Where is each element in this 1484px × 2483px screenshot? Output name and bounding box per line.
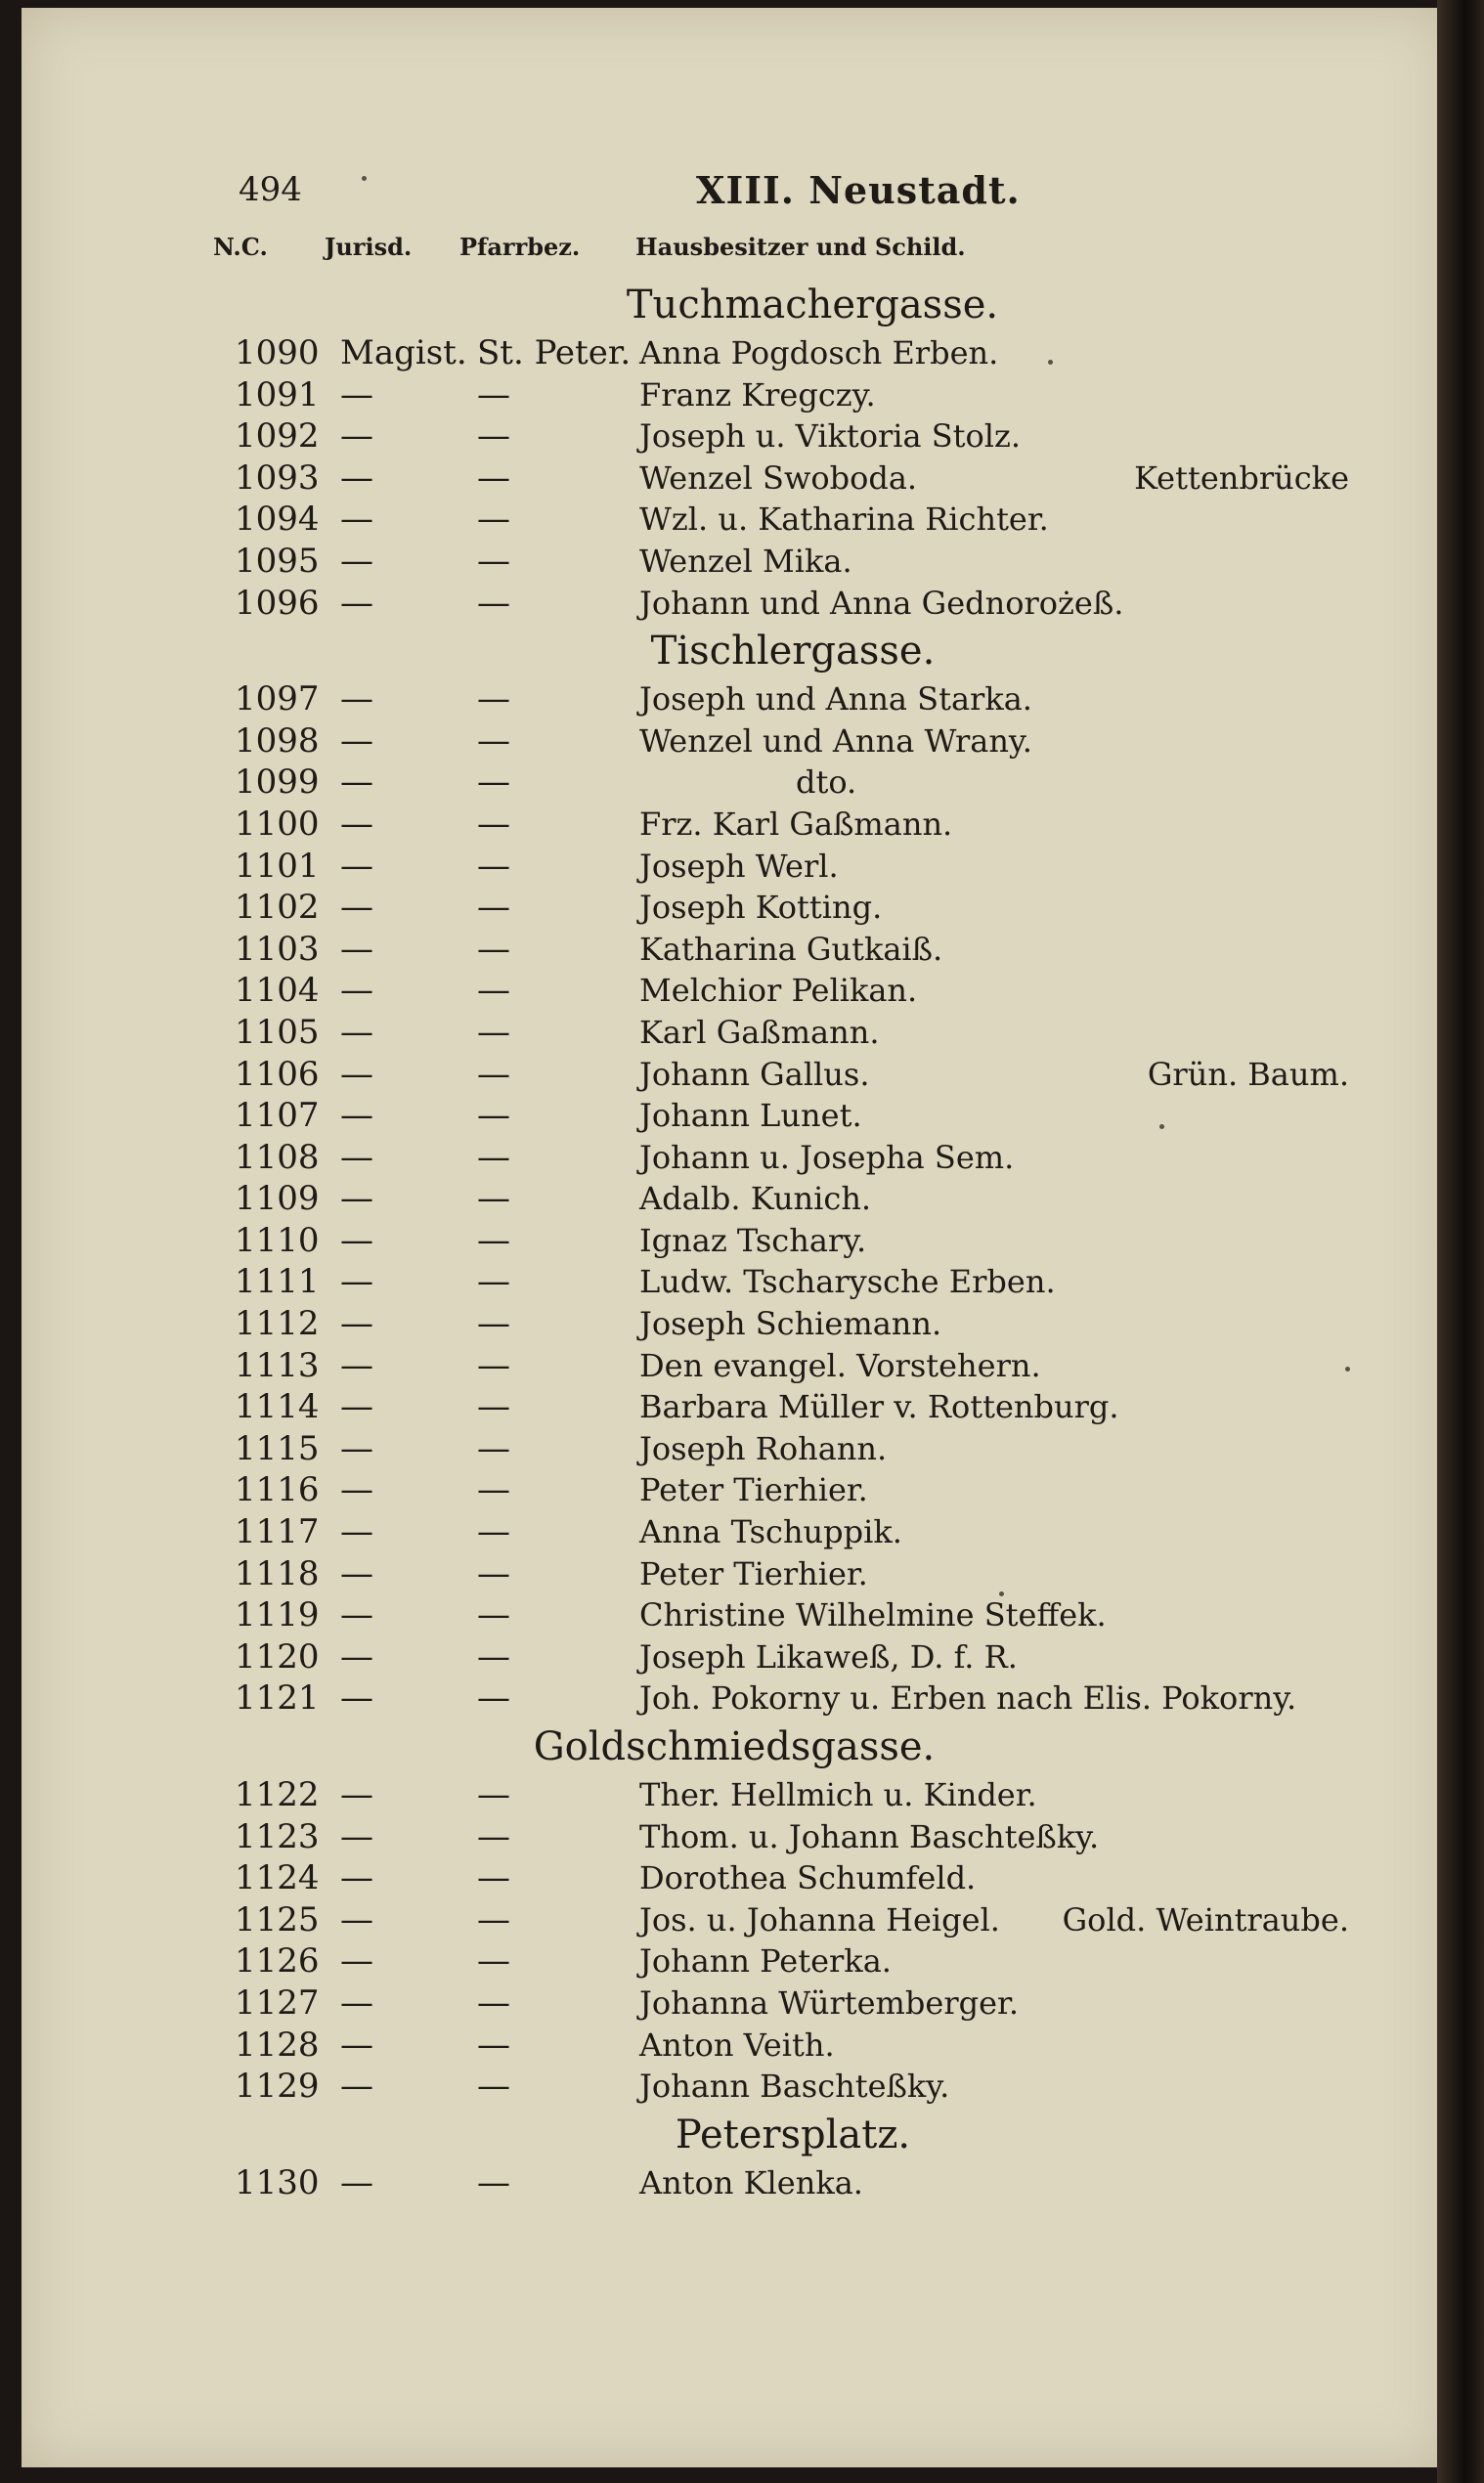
parish-cell: — bbox=[477, 457, 510, 498]
jurisdiction-cell: — bbox=[340, 1775, 373, 1814]
house-number: 1091 bbox=[235, 374, 320, 414]
parish-cell: — bbox=[477, 971, 510, 1011]
table-row bbox=[22, 678, 1447, 720]
table-row bbox=[22, 2066, 1447, 2108]
owner-cell: Peter Tierhier. bbox=[639, 1471, 868, 1509]
parish-cell: — bbox=[477, 2162, 510, 2202]
house-number: 1098 bbox=[235, 720, 320, 761]
owner-cell: Anton Veith. bbox=[639, 2026, 835, 2064]
parish-cell: — bbox=[477, 2025, 510, 2065]
street-name: Tuchmachergasse. bbox=[626, 283, 999, 327]
house-number: 1130 bbox=[235, 2162, 320, 2202]
owner-cell: Joseph Kotting. bbox=[639, 889, 883, 927]
owner-cell: Melchior Pelikan. bbox=[639, 972, 918, 1010]
street-heading bbox=[22, 1720, 1447, 1774]
page-header bbox=[22, 162, 1447, 211]
jurisdiction-cell: — bbox=[340, 2025, 373, 2065]
parish-cell: — bbox=[477, 1858, 510, 1898]
owner-cell: Christine Wilhelmine Steffek. bbox=[639, 1596, 1107, 1634]
table-row bbox=[22, 541, 1447, 583]
parish-cell: — bbox=[477, 541, 510, 581]
jurisdiction-cell: — bbox=[340, 1982, 373, 2023]
table-row bbox=[22, 2025, 1447, 2067]
house-number: 1119 bbox=[235, 1595, 320, 1635]
parish-cell: — bbox=[477, 1137, 510, 1177]
jurisdiction-cell: — bbox=[340, 1636, 373, 1677]
house-number: 1095 bbox=[235, 541, 320, 581]
jurisdiction-cell: — bbox=[340, 1137, 373, 1177]
house-number: 1126 bbox=[235, 1941, 320, 1982]
owner-cell: Joseph u. Viktoria Stolz. bbox=[639, 417, 1022, 456]
jurisdiction-cell: — bbox=[340, 679, 373, 719]
parish-cell: — bbox=[477, 1304, 510, 1344]
jurisdiction-cell: — bbox=[340, 846, 373, 886]
parish-cell: — bbox=[477, 1595, 510, 1635]
owner-cell: Den evangel. Vorstehern. bbox=[639, 1346, 1041, 1384]
owner-cell: Johann Baschteßky. bbox=[639, 2068, 950, 2106]
owner-cell: Anna Tschuppik. bbox=[639, 1513, 902, 1551]
parish-cell: — bbox=[477, 1941, 510, 1982]
house-number: 1125 bbox=[235, 1899, 320, 1939]
house-number: 1122 bbox=[235, 1775, 320, 1814]
jurisdiction-cell: — bbox=[340, 888, 373, 928]
table-row bbox=[22, 1178, 1447, 1220]
parish-cell: — bbox=[477, 720, 510, 761]
parish-cell: — bbox=[477, 1096, 510, 1136]
parish-cell: — bbox=[477, 929, 510, 969]
jurisdiction-cell: — bbox=[340, 720, 373, 761]
owner-cell: Joseph Likaweß, D. f. R. bbox=[639, 1637, 1018, 1676]
house-number: 1100 bbox=[235, 804, 320, 844]
jurisdiction-cell: — bbox=[340, 1054, 373, 1094]
house-number: 1127 bbox=[235, 1982, 320, 2023]
jurisdiction-cell: — bbox=[340, 541, 373, 581]
owner-cell: Peter Tierhier. bbox=[639, 1554, 868, 1592]
owner-cell: Johann Peterka. bbox=[639, 1942, 892, 1981]
register-table bbox=[22, 278, 1447, 2203]
street-heading bbox=[22, 278, 1447, 332]
table-row bbox=[22, 1511, 1447, 1553]
house-number: 1108 bbox=[235, 1137, 320, 1177]
jurisdiction-cell: — bbox=[340, 1512, 373, 1552]
street-name: Tischlergasse. bbox=[650, 629, 936, 675]
owner-cell: Karl Gaßmann. bbox=[639, 1013, 880, 1051]
table-row bbox=[22, 374, 1447, 416]
jurisdiction-cell: — bbox=[340, 1096, 373, 1136]
owner-cell: Barbara Müller v. Rottenburg. bbox=[639, 1388, 1119, 1426]
owner-cell: Thom. u. Johann Baschteßky. bbox=[639, 1817, 1100, 1855]
column-headers bbox=[22, 233, 1447, 268]
table-row bbox=[22, 1095, 1447, 1137]
jurisdiction-cell: — bbox=[340, 1304, 373, 1344]
parish-cell: — bbox=[477, 500, 510, 540]
house-sign: Grün. Baum. bbox=[1147, 1055, 1349, 1093]
jurisdiction-cell: — bbox=[340, 1816, 373, 1856]
owner-cell: Joseph Werl. bbox=[639, 847, 839, 885]
table-row bbox=[22, 1428, 1447, 1470]
owner-cell: Anna Pogdosch Erben. bbox=[639, 334, 999, 371]
jurisdiction-cell: — bbox=[340, 1899, 373, 1939]
jurisdiction-cell: — bbox=[340, 1941, 373, 1982]
column-header-jurisdiction: Jurisd. bbox=[325, 233, 413, 261]
owner-cell: Johann u. Josepha Sem. bbox=[639, 1138, 1015, 1176]
jurisdiction-cell: — bbox=[340, 1179, 373, 1219]
owner-cell: dto. bbox=[796, 763, 857, 802]
jurisdiction-cell: — bbox=[340, 1345, 373, 1385]
house-number: 1114 bbox=[235, 1387, 320, 1427]
parish-cell: — bbox=[477, 1220, 510, 1260]
jurisdiction-cell: — bbox=[340, 500, 373, 540]
street-name: Goldschmiedsgasse. bbox=[533, 1724, 936, 1769]
parish-cell: — bbox=[477, 1982, 510, 2023]
page-number: 494 bbox=[239, 170, 302, 209]
table-row bbox=[22, 1677, 1447, 1720]
house-number: 1121 bbox=[235, 1678, 320, 1719]
jurisdiction-cell: — bbox=[340, 971, 373, 1011]
jurisdiction-cell: — bbox=[340, 1220, 373, 1260]
house-number: 1106 bbox=[235, 1054, 320, 1094]
owner-cell: Wenzel Mika. bbox=[639, 542, 852, 580]
table-row bbox=[22, 332, 1447, 374]
owner-cell: Johann Gallus. bbox=[639, 1055, 870, 1093]
table-row bbox=[22, 804, 1447, 846]
house-number: 1097 bbox=[235, 679, 320, 719]
parish-cell: — bbox=[477, 1553, 510, 1593]
parish-cell: — bbox=[477, 1816, 510, 1856]
house-number: 1099 bbox=[235, 762, 320, 803]
table-row bbox=[22, 1857, 1447, 1899]
book-page bbox=[22, 8, 1447, 2467]
parish-cell: — bbox=[477, 762, 510, 803]
house-number: 1128 bbox=[235, 2025, 320, 2065]
table-row bbox=[22, 1553, 1447, 1595]
parish-cell: — bbox=[477, 1179, 510, 1219]
parish-cell: — bbox=[477, 1899, 510, 1939]
owner-cell: Joseph und Anna Starka. bbox=[639, 680, 1032, 719]
jurisdiction-cell: — bbox=[340, 929, 373, 969]
jurisdiction-cell: — bbox=[340, 457, 373, 498]
owner-cell: Joh. Pokorny u. Erben nach Elis. Pokorny. bbox=[639, 1679, 1297, 1718]
jurisdiction-cell: — bbox=[340, 1553, 373, 1593]
house-number: 1101 bbox=[235, 846, 320, 886]
house-number: 1116 bbox=[235, 1470, 320, 1510]
table-row bbox=[22, 1137, 1447, 1179]
parish-cell: — bbox=[477, 1012, 510, 1052]
house-number: 1107 bbox=[235, 1096, 320, 1136]
street-name: Petersplatz. bbox=[675, 2112, 911, 2157]
table-row bbox=[22, 1899, 1447, 1941]
parish-cell: — bbox=[477, 1428, 510, 1468]
parish-cell: — bbox=[477, 1678, 510, 1719]
house-number: 1129 bbox=[235, 2067, 320, 2107]
owner-cell: Jos. u. Johanna Heigel. bbox=[639, 1900, 1000, 1938]
owner-cell: Johann und Anna Gednorożeß. bbox=[639, 584, 1124, 622]
house-number: 1115 bbox=[235, 1428, 320, 1468]
street-heading bbox=[22, 624, 1447, 678]
table-row bbox=[22, 1345, 1447, 1387]
house-number: 1118 bbox=[235, 1553, 320, 1593]
parish-cell: — bbox=[477, 888, 510, 928]
house-number: 1111 bbox=[235, 1262, 320, 1302]
table-row bbox=[22, 1220, 1447, 1262]
column-header-nc: N.C. bbox=[213, 233, 268, 261]
parish-cell: — bbox=[477, 1470, 510, 1510]
parish-cell: — bbox=[477, 1387, 510, 1427]
table-row bbox=[22, 887, 1447, 929]
jurisdiction-cell: — bbox=[340, 1428, 373, 1468]
jurisdiction-cell: — bbox=[340, 804, 373, 844]
table-row bbox=[22, 583, 1447, 625]
chapter-title: XIII. Neustadt. bbox=[696, 168, 1021, 212]
parish-cell: — bbox=[477, 374, 510, 414]
table-row bbox=[22, 499, 1447, 541]
jurisdiction-cell: — bbox=[340, 2067, 373, 2107]
jurisdiction-cell: — bbox=[340, 1012, 373, 1052]
house-number: 1112 bbox=[235, 1304, 320, 1344]
owner-cell: Johann Lunet. bbox=[639, 1097, 862, 1135]
house-number: 1092 bbox=[235, 416, 320, 457]
table-row bbox=[22, 1636, 1447, 1678]
parish-cell: — bbox=[477, 1262, 510, 1302]
jurisdiction-cell: — bbox=[340, 2162, 373, 2202]
owner-cell: Katharina Gutkaiß. bbox=[639, 930, 943, 968]
jurisdiction-cell: — bbox=[340, 1387, 373, 1427]
house-number: 1090 bbox=[235, 333, 320, 372]
table-row bbox=[22, 762, 1447, 804]
table-row bbox=[22, 1012, 1447, 1054]
jurisdiction-cell: — bbox=[340, 583, 373, 623]
owner-cell: Frz. Karl Gaßmann. bbox=[639, 805, 953, 843]
parish-cell: — bbox=[477, 804, 510, 844]
jurisdiction-cell: — bbox=[340, 374, 373, 414]
table-row bbox=[22, 1816, 1447, 1858]
house-number: 1104 bbox=[235, 971, 320, 1011]
house-number: 1117 bbox=[235, 1512, 320, 1552]
table-row bbox=[22, 1469, 1447, 1511]
table-row bbox=[22, 1982, 1447, 2025]
table-row bbox=[22, 457, 1447, 500]
owner-cell: Adalb. Kunich. bbox=[639, 1180, 872, 1218]
table-row bbox=[22, 1940, 1447, 1982]
table-row bbox=[22, 929, 1447, 971]
jurisdiction-cell: Magist. bbox=[340, 333, 467, 372]
owner-cell: Joseph Rohann. bbox=[639, 1429, 888, 1467]
column-header-parish: Pfarrbez. bbox=[459, 233, 581, 261]
parish-cell: — bbox=[477, 846, 510, 886]
house-number: 1113 bbox=[235, 1345, 320, 1385]
parish-cell: — bbox=[477, 1054, 510, 1094]
book-gutter bbox=[1437, 0, 1484, 2483]
house-number: 1123 bbox=[235, 1816, 320, 1856]
jurisdiction-cell: — bbox=[340, 762, 373, 803]
house-sign: Gold. Weintraube. bbox=[1062, 1900, 1349, 1938]
table-row bbox=[22, 1774, 1447, 1816]
owner-cell: Johanna Würtemberger. bbox=[639, 1983, 1019, 2022]
parish-cell: — bbox=[477, 1636, 510, 1677]
house-number: 1110 bbox=[235, 1220, 320, 1260]
table-row bbox=[22, 1054, 1447, 1096]
house-number: 1103 bbox=[235, 929, 320, 969]
table-row bbox=[22, 720, 1447, 762]
owner-cell: Wenzel Swoboda. bbox=[639, 458, 918, 497]
jurisdiction-cell: — bbox=[340, 1470, 373, 1510]
owner-cell: Dorothea Schumfeld. bbox=[639, 1859, 977, 1897]
house-number: 1093 bbox=[235, 457, 320, 498]
parish-cell: St. Peter. bbox=[477, 333, 632, 372]
parish-cell: — bbox=[477, 1345, 510, 1385]
jurisdiction-cell: — bbox=[340, 1262, 373, 1302]
jurisdiction-cell: — bbox=[340, 1595, 373, 1635]
owner-cell: Joseph Schiemann. bbox=[639, 1305, 942, 1343]
table-row bbox=[22, 970, 1447, 1012]
table-row bbox=[22, 1303, 1447, 1345]
house-number: 1109 bbox=[235, 1179, 320, 1219]
parish-cell: — bbox=[477, 1775, 510, 1814]
table-row bbox=[22, 2162, 1447, 2204]
jurisdiction-cell: — bbox=[340, 1678, 373, 1719]
parish-cell: — bbox=[477, 583, 510, 623]
parish-cell: — bbox=[477, 1512, 510, 1552]
owner-cell: Ignaz Tschary. bbox=[639, 1221, 867, 1259]
parish-cell: — bbox=[477, 2067, 510, 2107]
table-row bbox=[22, 846, 1447, 888]
house-number: 1096 bbox=[235, 583, 320, 623]
house-number: 1124 bbox=[235, 1858, 320, 1898]
table-row bbox=[22, 1386, 1447, 1428]
owner-cell: Anton Klenka. bbox=[639, 2163, 863, 2201]
jurisdiction-cell: — bbox=[340, 1858, 373, 1898]
house-sign: Kettenbrücke bbox=[1134, 458, 1349, 497]
column-header-owner: Hausbesitzer und Schild. bbox=[635, 233, 966, 261]
street-heading bbox=[22, 2108, 1447, 2162]
table-row bbox=[22, 415, 1447, 457]
owner-cell: Wzl. u. Katharina Richter. bbox=[639, 501, 1049, 539]
owner-cell: Franz Kregczy. bbox=[639, 375, 876, 414]
owner-cell: Ther. Hellmich u. Kinder. bbox=[639, 1776, 1037, 1813]
owner-cell: Ludw. Tscharysche Erben. bbox=[639, 1263, 1056, 1301]
parish-cell: — bbox=[477, 416, 510, 457]
house-number: 1094 bbox=[235, 500, 320, 540]
table-row bbox=[22, 1261, 1447, 1303]
house-number: 1102 bbox=[235, 888, 320, 928]
parish-cell: — bbox=[477, 679, 510, 719]
jurisdiction-cell: — bbox=[340, 416, 373, 457]
owner-cell: Wenzel und Anna Wrany. bbox=[639, 721, 1032, 760]
table-row bbox=[22, 1594, 1447, 1636]
house-number: 1105 bbox=[235, 1012, 320, 1052]
house-number: 1120 bbox=[235, 1636, 320, 1677]
